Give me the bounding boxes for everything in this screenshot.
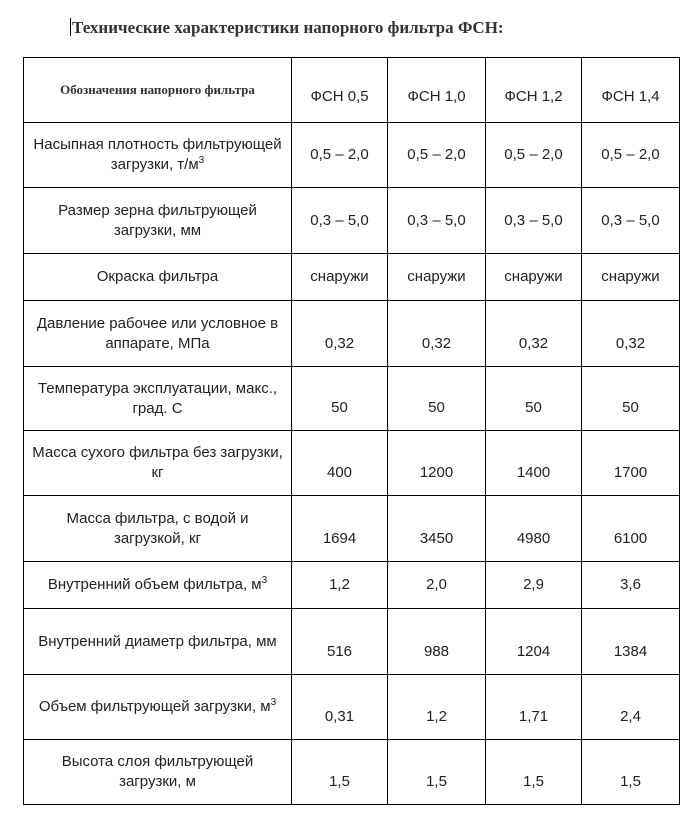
row-value: 0,5 – 2,0 (388, 123, 486, 188)
table-row (24, 675, 680, 740)
parameter-text: Масса сухого фильтра без загрузки, кг (32, 444, 283, 481)
row-value: 1,5 (486, 740, 582, 805)
table-row (24, 496, 680, 562)
header-model: ФСН 1,4 (582, 58, 680, 123)
row-value: 1,71 (486, 675, 582, 740)
table-row (24, 254, 680, 301)
row-value: 50 (582, 367, 680, 431)
parameter-text: Давление рабочее или условное в аппарате, МПа (36, 314, 279, 352)
row-value: 516 (292, 609, 388, 675)
table-row (24, 740, 680, 805)
row-value: 0,5 – 2,0 (292, 123, 388, 188)
row-value: снаружи (582, 254, 680, 301)
parameter-text: Масса фильтра, с водой и загрузкой, кг (66, 509, 249, 547)
table-row (24, 367, 680, 431)
table-row (24, 188, 680, 254)
parameter-text: Объем фильтрующей загрузки, м (38, 698, 271, 715)
document-title-text: Технические характеристики напорного фильтра ФСН: (72, 18, 504, 37)
row-value: 0,5 – 2,0 (486, 123, 582, 188)
table-header-row (24, 58, 680, 123)
row-value: 0,3 – 5,0 (486, 188, 582, 254)
header-model: ФСН 0,5 (292, 58, 388, 123)
row-value: 1700 (582, 431, 680, 496)
parameter-text: Внутренний диаметр фильтра, мм (38, 632, 277, 650)
row-value: 0,32 (582, 301, 680, 367)
row-parameter (24, 367, 292, 431)
row-parameter (24, 740, 292, 805)
header-label: Обозначения напорного фильтра (24, 58, 292, 123)
header-model: ФСН 1,0 (388, 58, 486, 123)
row-value: 1200 (388, 431, 486, 496)
row-value: 0,32 (388, 301, 486, 367)
row-parameter (24, 188, 292, 254)
parameter-superscript: 3 (198, 155, 205, 166)
specs-table (23, 57, 680, 805)
row-value: 0,32 (486, 301, 582, 367)
row-value: 2,9 (486, 562, 582, 609)
row-value: снаружи (388, 254, 486, 301)
row-value: 3450 (388, 496, 486, 562)
row-value: 988 (388, 609, 486, 675)
row-value: 1,2 (292, 562, 388, 609)
specs-table-body (24, 58, 680, 805)
row-value: 0,32 (292, 301, 388, 367)
row-value: 1694 (292, 496, 388, 562)
row-value: 0,5 – 2,0 (582, 123, 680, 188)
row-value: 0,3 – 5,0 (582, 188, 680, 254)
row-value: снаружи (486, 254, 582, 301)
row-value: 2,0 (388, 562, 486, 609)
row-value: 400 (292, 431, 388, 496)
table-row (24, 562, 680, 609)
parameter-superscript: 3 (270, 697, 277, 708)
header-model: ФСН 1,2 (486, 58, 582, 123)
row-parameter (24, 123, 292, 188)
parameter-text: Размер зерна фильтрующей загрузки, мм (58, 201, 257, 239)
row-parameter (24, 431, 292, 496)
parameter-text: Высота слоя фильтрующей загрузки, м (61, 753, 254, 790)
row-value: 0,31 (292, 675, 388, 740)
text-cursor (70, 18, 71, 36)
row-value: 2,4 (582, 675, 680, 740)
row-value: 1384 (582, 609, 680, 675)
row-parameter (24, 496, 292, 562)
row-value: 3,6 (582, 562, 680, 609)
row-value: 0,3 – 5,0 (292, 188, 388, 254)
row-parameter (24, 254, 292, 301)
table-row (24, 609, 680, 675)
row-value: 1204 (486, 609, 582, 675)
row-value: 1,2 (388, 675, 486, 740)
row-value: снаружи (292, 254, 388, 301)
table-row (24, 301, 680, 367)
parameter-text: Температура эксплуатации, макс., град. С (37, 379, 278, 417)
row-value: 50 (292, 367, 388, 431)
row-value: 1,5 (582, 740, 680, 805)
row-value: 1,5 (388, 740, 486, 805)
row-value: 50 (486, 367, 582, 431)
row-parameter (24, 301, 292, 367)
parameter-text: Внутренний объем фильтра, м (47, 576, 262, 593)
row-parameter (24, 562, 292, 609)
parameter-superscript: 3 (261, 575, 268, 586)
parameter-text: Окраска фильтра (96, 268, 219, 285)
row-value: 50 (388, 367, 486, 431)
table-row (24, 431, 680, 496)
row-value: 6100 (582, 496, 680, 562)
document-title (70, 18, 504, 38)
row-value: 4980 (486, 496, 582, 562)
row-parameter (24, 609, 292, 675)
row-value: 1400 (486, 431, 582, 496)
parameter-text: Насыпная плотность фильтрующей загрузки, т/м (33, 136, 282, 173)
row-parameter (24, 675, 292, 740)
row-value: 1,5 (292, 740, 388, 805)
row-value: 0,3 – 5,0 (388, 188, 486, 254)
table-row (24, 123, 680, 188)
